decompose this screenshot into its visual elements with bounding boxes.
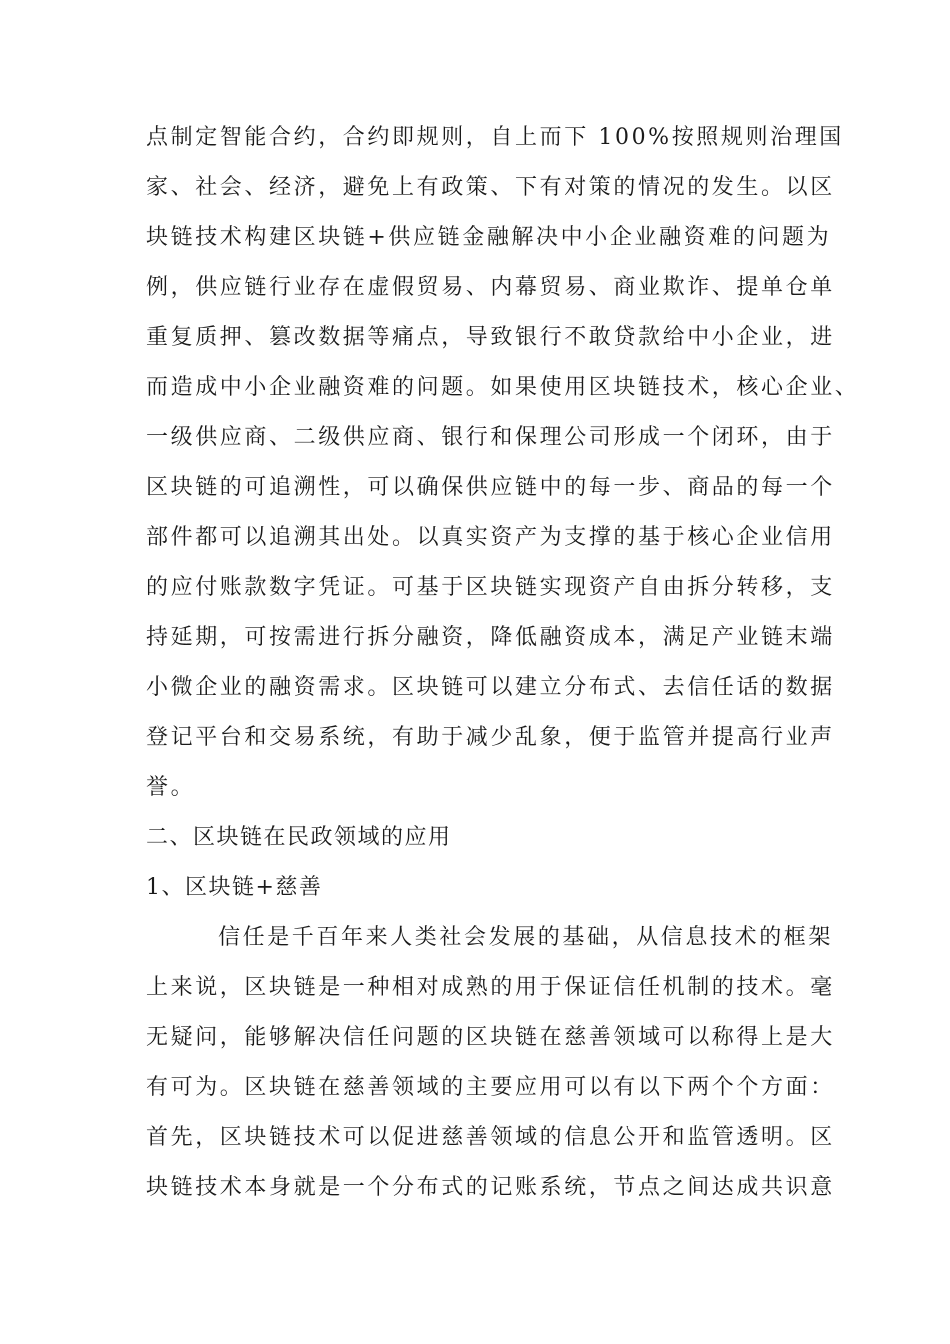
paragraph-line: 一级供应商、二级供应商、银行和保理公司形成一个闭环，由于	[146, 425, 835, 450]
paragraph-line: 的应付账款数字凭证。可基于区块链实现资产自由拆分转移，支	[146, 575, 835, 600]
paragraph-line: 上来说，区块链是一种相对成熟的用于保证信任机制的技术。毫	[146, 975, 835, 1000]
subsection-heading: 1、区块链+慈善	[146, 875, 323, 900]
section-heading: 二、区块链在民政领域的应用	[146, 825, 452, 850]
paragraph-line: 点制定智能合约，合约即规则，自上而下 100%按照规则治理国	[146, 125, 844, 150]
paragraph-line: 无疑问，能够解决信任问题的区块链在慈善领域可以称得上是大	[146, 1025, 835, 1050]
paragraph-line: 持延期，可按需进行拆分融资，降低融资成本，满足产业链末端	[146, 625, 835, 650]
paragraph-line: 家、社会、经济，避免上有政策、下有对策的情况的发生。以区	[146, 175, 835, 200]
paragraph-line: 块链技术本身就是一个分布式的记账系统，节点之间达成共识意	[146, 1175, 835, 1200]
paragraph-line: 部件都可以追溯其出处。以真实资产为支撑的基于核心企业信用	[146, 525, 835, 550]
paragraph-line: 而造成中小企业融资难的问题。如果使用区块链技术，核心企业、	[146, 375, 860, 400]
paragraph-line: 小微企业的融资需求。区块链可以建立分布式、去信任话的数据	[146, 675, 835, 700]
paragraph-line: 例，供应链行业存在虚假贸易、内幕贸易、商业欺诈、提单仓单	[146, 275, 835, 300]
paragraph-line: 区块链的可追溯性，可以确保供应链中的每一步、商品的每一个	[146, 475, 835, 500]
paragraph-line: 块链技术构建区块链+供应链金融解决中小企业融资难的问题为	[146, 225, 832, 250]
paragraph-line: 首先，区块链技术可以促进慈善领域的信息公开和监管透明。区	[146, 1125, 835, 1150]
paragraph-line: 誉。	[146, 775, 196, 800]
paragraph-line: 重复质押、篡改数据等痛点，导致银行不敢贷款给中小企业，进	[146, 325, 835, 350]
paragraph-line: 登记平台和交易系统，有助于减少乱象，便于监管并提高行业声	[146, 725, 835, 750]
paragraph-line: 信任是千百年来人类社会发展的基础，从信息技术的框架	[218, 925, 834, 950]
paragraph-line: 有可为。区块链在慈善领域的主要应用可以有以下两个个方面：	[146, 1075, 835, 1100]
